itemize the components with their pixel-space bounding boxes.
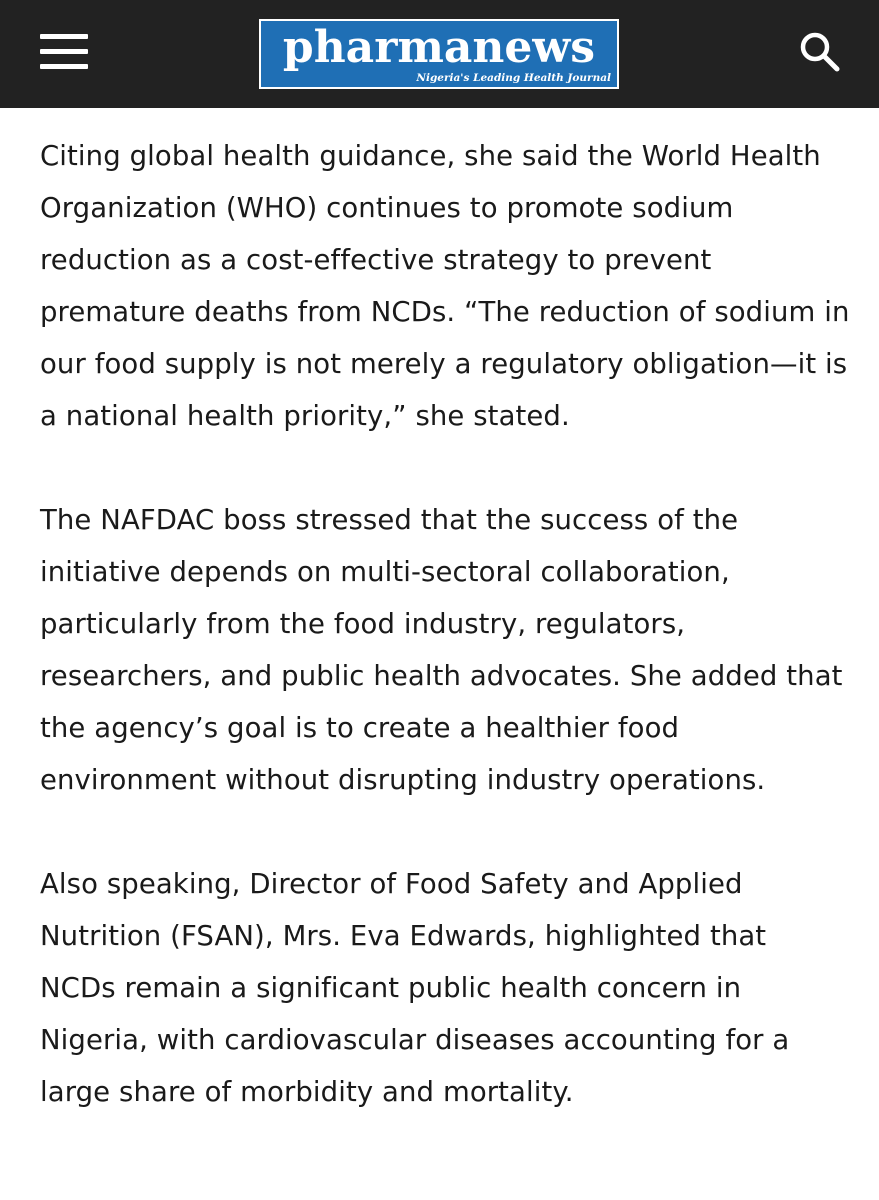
article-paragraph: Also speaking, Director of Food Safety and Applied Nutrition (FSAN), Mrs. Eva Edwards, highlighted that NCDs remain a significant public health concern in Nigeria, with cardiovascular diseases accounting for a large share of morbidity and mortality.: [40, 868, 790, 1108]
site-logo[interactable]: [259, 19, 619, 89]
hamburger-menu-icon[interactable]: [40, 34, 88, 70]
menu-bar: [40, 49, 88, 54]
article-body: [40, 130, 850, 1170]
article-paragraph: The NAFDAC boss stressed that the success of the initiative depends on multi-sectoral collaboration, particularly from the food industry, regulators, researchers, and public health advocates. She added that the agency’s goal is to create a healthier food environment without disrupting industry operations.: [40, 504, 843, 796]
article-paragraph: Citing global health guidance, she said the World Health Organization (WHO) continues to promote sodium reduction as a cost-effective strategy to prevent premature deaths from NCDs. “The reduction of sodium in our food supply is not merely a regulatory obligation—it is a national health priority,” she stated.: [40, 140, 850, 432]
logo-tagline: Nigeria's Leading Health Journal: [416, 72, 611, 84]
site-header: [0, 0, 879, 108]
menu-bar: [40, 34, 88, 39]
logo-wordmark: pharmanews: [282, 22, 596, 73]
search-icon[interactable]: [798, 30, 842, 74]
menu-bar: [40, 64, 88, 69]
